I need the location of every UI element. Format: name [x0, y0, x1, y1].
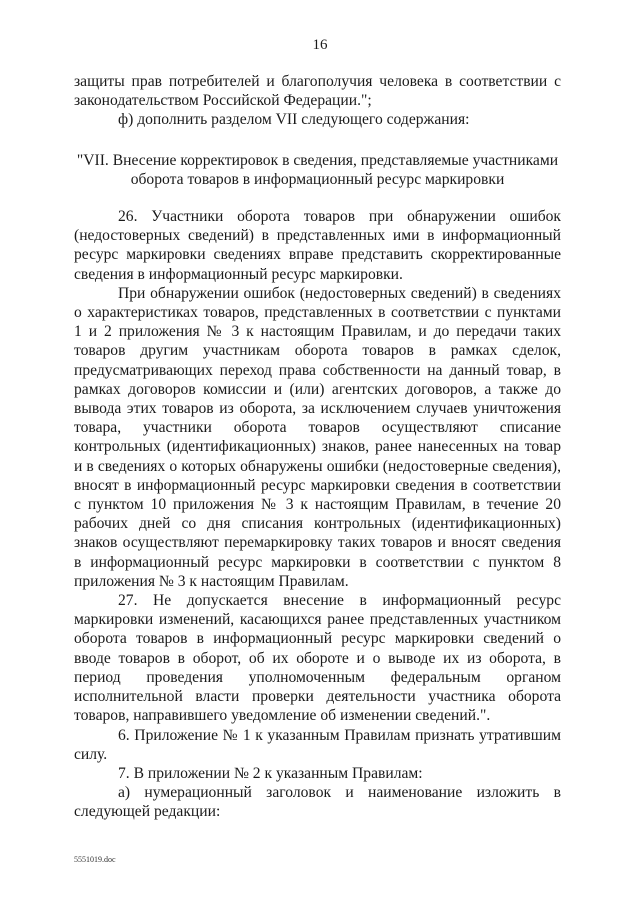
section-heading: "VII. Внесение корректировок в сведения, представляемые участниками оборота товаров в информационный ресурс маркировки [76, 151, 559, 188]
page-number: 16 [312, 37, 328, 53]
paragraph-26: 26. Участники оборота товаров при обнаружении ошибок (недостоверных сведений) в представленных ими в информационный ресурс маркировки сведениях вправе представить скорректированные сведения в информационный ресурс маркировки. [74, 208, 561, 283]
paragraph-27: 27. Не допускается внесение в информационный ресурс маркировки изменений, касающихся ранее представленных участником оборота товаров в информационный ресурс маркировки сведений о вводе товаров в оборот, об их обороте и о выводе их из оборота, в период проведения уполномоченным федеральным органом исполнительной власти проверки деятельности участника оборота товаров, направившего уведомление об изменении сведений.". [74, 592, 561, 725]
paragraph-6: 6. Приложение № 1 к указанным Правилам признать утратившим силу. [74, 726, 561, 763]
footer-doc-code: 5551019.doc [74, 855, 116, 864]
paragraph-7: 7. В приложении № 2 к указанным Правилам: [118, 764, 423, 782]
paragraph-26-second: При обнаружении ошибок (недостоверных сведений) в сведениях о характеристиках товаров, представленных в соответствии с пунктами 1 и 2 приложения № 3 к настоящим Правилам, и до передачи таких товаров другим участникам оборота товаров в рамках сделок, предусматривающих переход права собственности на данный товар, в рамках договоров комиссии и (или) агентских договоров, а также до вывода этих товаров из оборота, за исключением случаев уничтожения товара, участники оборота товаров осуществляют списание контрольных (идентификационных) знаков, ранее нанесенных на товар и в сведениях о которых обнаружены ошибки (недостоверные сведения), вносят в информационный ресурс маркировки сведения в соответствии с пунктом 10 приложения № 3 к настоящим Правилам, в течение 20 рабочих дней со дня списания контрольных (идентификационных) знаков осуществляют перемаркировку таких товаров и вносят сведения в информационный ресурс маркировки в соответствии с пунктом 8 приложения № 3 к настоящим Правилам. [74, 284, 561, 590]
paragraph-7a: а) нумерационный заголовок и наименование изложить в следующей редакции: [74, 784, 561, 821]
paragraph-continuation: защиты прав потребителей и благополучия человека в соответствии с законодательством Российской Федерации."; [74, 73, 561, 110]
paragraph-f: ф) дополнить разделом VII следующего содержания: [118, 111, 470, 129]
document-body [74, 72, 561, 822]
